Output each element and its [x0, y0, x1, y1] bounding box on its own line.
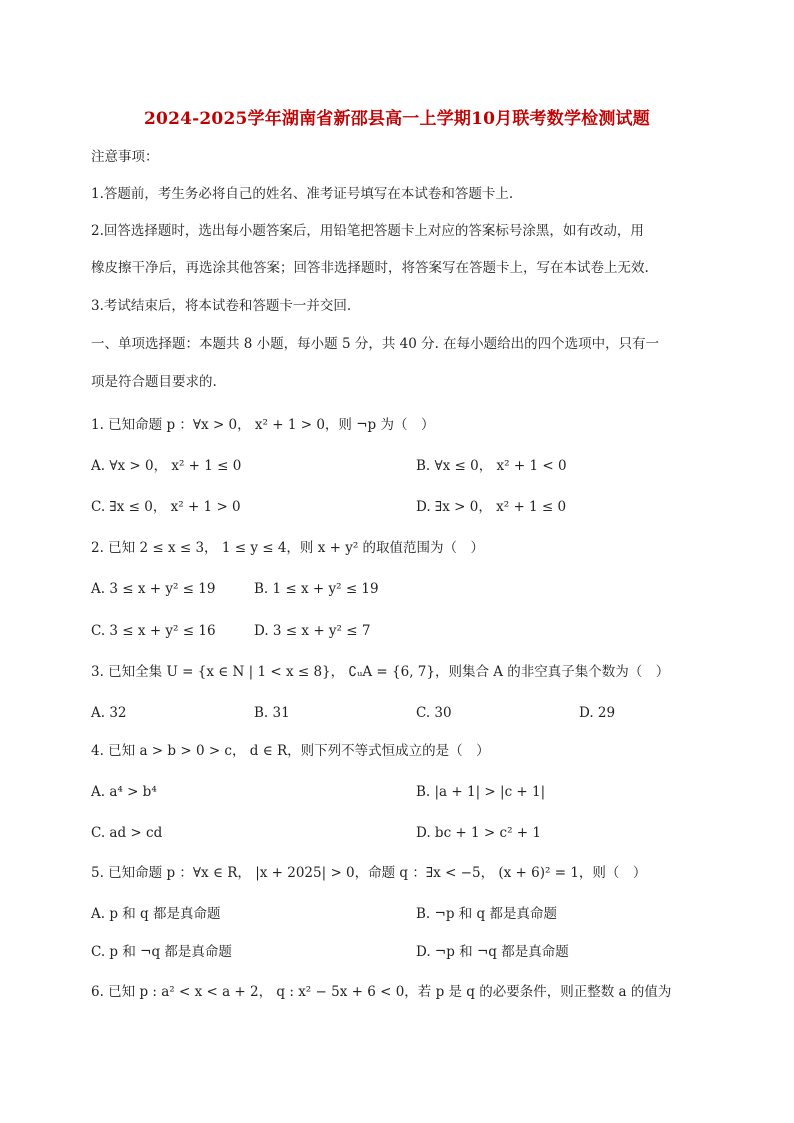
question-1-option-c: C. ∃x ≤ 0， x² + 1 > 0 [91, 499, 241, 515]
question-4-option-d: D. bc + 1 > c² + 1 [416, 825, 541, 841]
question-1-option-b: B. ∀x ≤ 0， x² + 1 < 0 [416, 458, 567, 474]
question-6-stem: 6. 已知 p : a² < x < a + 2， q : x² − 5x + 6 < 0，若 p 是 q 的必要条件，则正整数 a 的值为 [91, 984, 672, 1000]
notice-item-2b: 橡皮擦干净后，再选涂其他答案；回答非选择题时，将答案写在答题卡上，写在本试卷上无效. [91, 260, 649, 276]
question-5-option-c: C. p 和 ¬q 都是真命题 [91, 944, 232, 960]
question-2-option-b: B. 1 ≤ x + y² ≤ 19 [254, 581, 379, 597]
question-3-option-c: C. 30 [416, 705, 452, 721]
question-5-stem: 5. 已知命题 p ：∀x ∈ R， |x + 2025| > 0，命题 q ：∃x < −5， (x + 6)² = 1，则（ ） [91, 865, 647, 881]
question-4-option-c: C. ad > cd [91, 825, 163, 841]
question-1-option-a: A. ∀x > 0， x² + 1 ≤ 0 [91, 458, 242, 474]
question-5-option-d: D. ¬p 和 ¬q 都是真命题 [416, 944, 569, 960]
question-3-stem: 3. 已知全集 U = {x ∈ N | 1 < x ≤ 8}， ∁ᵤA = {6, 7}，则集合 A 的非空真子集个数为（ ） [91, 664, 670, 680]
question-2-stem: 2. 已知 2 ≤ x ≤ 3， 1 ≤ y ≤ 4，则 x + y² 的取值范围为（ ） [91, 540, 485, 556]
section-heading-line1: 一、单项选择题：本题共 8 小题，每小题 5 分，共 40 分. 在每小题给出的四个选项中，只有一 [91, 336, 660, 352]
page-title: 2024-2025学年湖南省新邵县高一上学期10月联考数学检测试题 [144, 109, 650, 129]
section-heading-line2: 项是符合题目要求的. [91, 374, 217, 390]
question-1-stem: 1. 已知命题 p ：∀x > 0， x² + 1 > 0，则 ¬p 为（ ） [91, 417, 435, 433]
question-2-option-d: D. 3 ≤ x + y² ≤ 7 [254, 623, 371, 639]
notice-item-2a: 2.回答选择题时，选出每小题答案后，用铅笔把答题卡上对应的答案标号涂黑，如有改动，用 [91, 223, 644, 239]
question-2-option-a: A. 3 ≤ x + y² ≤ 19 [91, 581, 216, 597]
question-2-option-c: C. 3 ≤ x + y² ≤ 16 [91, 623, 216, 639]
question-4-stem: 4. 已知 a > b > 0 > c， d ∈ R，则下列不等式恒成立的是（ ） [91, 743, 490, 759]
question-4-option-a: A. a⁴ > b⁴ [91, 784, 157, 800]
question-3-option-b: B. 31 [254, 705, 290, 721]
question-3-option-d: D. 29 [579, 705, 616, 721]
question-3-option-a: A. 32 [91, 705, 127, 721]
notice-heading: 注意事项： [91, 149, 159, 165]
question-4-option-b: B. |a + 1| > |c + 1| [416, 784, 546, 800]
question-5-option-b: B. ¬p 和 q 都是真命题 [416, 906, 557, 922]
question-5-option-a: A. p 和 q 都是真命题 [91, 906, 221, 922]
notice-item-1: 1.答题前，考生务必将自己的姓名、准考证号填写在本试卷和答题卡上. [91, 186, 514, 202]
question-1-option-d: D. ∃x > 0， x² + 1 ≤ 0 [416, 499, 567, 515]
notice-item-3: 3.考试结束后，将本试卷和答题卡一并交回. [91, 298, 352, 314]
